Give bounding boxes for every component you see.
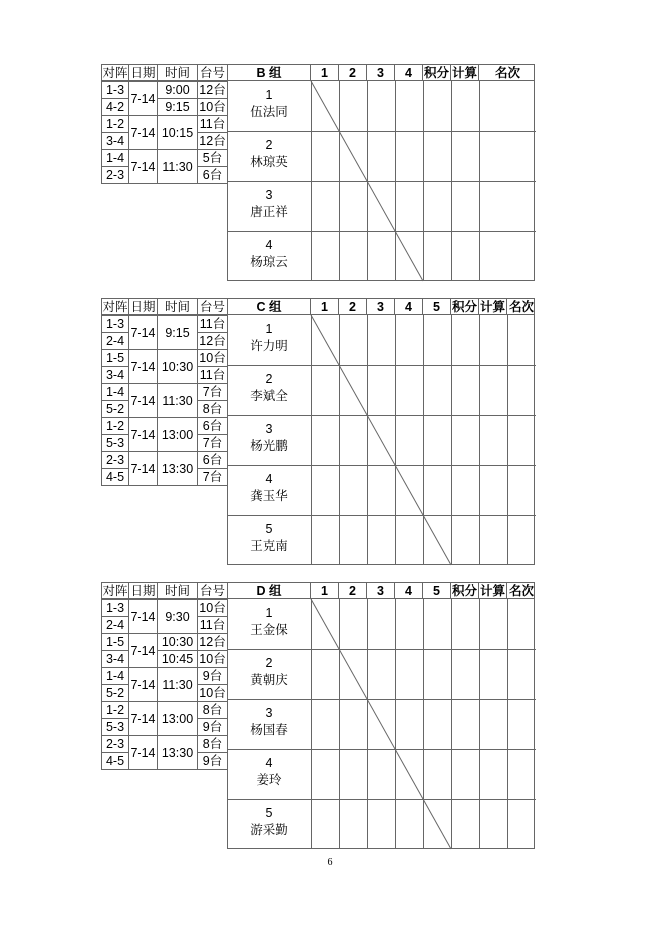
header-points: 积分: [423, 66, 449, 80]
player-cell: [228, 755, 310, 789]
player-cell: [228, 421, 310, 455]
diagonal-line: [311, 599, 451, 849]
schedule-time-cell: [157, 650, 198, 668]
schedule-time: 10:30: [161, 360, 194, 374]
schedule-date: 7-14: [130, 160, 156, 174]
group-title: C 组: [228, 299, 311, 315]
schedule-table-cell: [197, 315, 228, 333]
schedule-table-cell: [197, 132, 228, 150]
player-cell: [228, 187, 310, 221]
schedule-table-cell: [197, 701, 228, 719]
schedule-date-cell: [128, 315, 158, 350]
header-matchup: 对阵: [102, 584, 128, 598]
header-rank: 名次: [508, 300, 534, 314]
results-grid: [227, 314, 535, 565]
schedule-table: 12台: [199, 334, 226, 348]
player-name: 姜玲: [256, 773, 282, 787]
schedule-matchup-cell: [101, 684, 129, 702]
player-number: 1: [265, 88, 273, 102]
schedule-date: 7-14: [130, 644, 156, 658]
result-column-header: 3: [367, 583, 395, 599]
schedule-time-cell: [157, 81, 198, 99]
player-number: 2: [265, 138, 273, 152]
schedule-table-cell: [197, 752, 228, 770]
schedule-table-cell: [197, 366, 228, 384]
schedule-matchup: 5-2: [105, 686, 125, 700]
schedule-matchup: 1-3: [105, 83, 125, 97]
schedule-time: 11:30: [162, 678, 193, 692]
schedule-matchup-cell: [101, 417, 129, 435]
player-cell: [228, 371, 310, 405]
schedule-date-cell: [128, 451, 158, 486]
schedule-table-cell: [197, 434, 228, 452]
schedule-time: 13:00: [161, 428, 194, 442]
result-column-header: 4: [395, 583, 423, 599]
result-column-header: 1: [311, 65, 339, 81]
schedule-matchup: 1-5: [105, 635, 125, 649]
schedule-matchup: 2-3: [105, 737, 125, 751]
schedule-matchup-cell: [101, 366, 129, 384]
result-column-header: 2: [339, 65, 367, 81]
player-name: 游采勤: [250, 823, 288, 837]
schedule-table-cell: [197, 400, 228, 418]
result-column-header: 3: [367, 65, 395, 81]
group-title: D 组: [228, 583, 311, 599]
schedule-matchup: 3-4: [105, 134, 125, 148]
schedule-matchup-cell: [101, 383, 129, 401]
result-column-header: 5: [423, 583, 451, 599]
schedule-date: 7-14: [130, 746, 156, 760]
header-rank: 名次: [494, 66, 520, 80]
schedule-table: 10台: [199, 686, 226, 700]
player-name: 龚玉华: [250, 489, 288, 503]
schedule-matchup: 3-4: [105, 652, 125, 666]
header-points: 积分: [451, 300, 477, 314]
player-name: 黄朝庆: [250, 673, 288, 687]
schedule-time-cell: [157, 115, 198, 150]
result-column-header: 1: [311, 583, 339, 599]
schedule-matchup-cell: [101, 633, 129, 651]
player-cell: [228, 87, 310, 121]
player-name: 王金保: [250, 623, 288, 637]
schedule-date: 7-14: [130, 678, 156, 692]
schedule-table: 9台: [202, 669, 223, 683]
schedule-matchup: 2-3: [105, 168, 125, 182]
schedule-table: 8台: [202, 737, 223, 751]
schedule-table: 6台: [202, 453, 223, 467]
schedule-matchup: 3-4: [105, 368, 125, 382]
group-title: B 组: [228, 65, 311, 81]
header-date: 日期: [129, 299, 158, 315]
schedule-matchup-cell: [101, 599, 129, 617]
header-rank: 名次: [508, 584, 534, 598]
player-number: 2: [265, 372, 273, 386]
schedule-date-cell: [128, 115, 158, 150]
header-matchup: 对阵: [102, 66, 128, 80]
schedule-time-cell: [157, 735, 198, 770]
schedule-time: 13:30: [161, 746, 194, 760]
schedule-time: 13:30: [161, 462, 194, 476]
schedule-table-cell: [197, 616, 228, 634]
schedule-matchup-cell: [101, 434, 129, 452]
schedule-matchup-cell: [101, 149, 129, 167]
result-column-header: 1: [311, 299, 339, 315]
player-number: 1: [265, 322, 273, 336]
player-number: 4: [265, 756, 273, 770]
schedule-matchup: 2-3: [105, 453, 125, 467]
player-cell: [228, 521, 310, 555]
schedule-date-cell: [128, 701, 158, 736]
schedule-time-cell: [157, 451, 198, 486]
schedule-time-cell: [157, 315, 198, 350]
schedule-matchup-cell: [101, 81, 129, 99]
schedule-matchup-cell: [101, 115, 129, 133]
schedule-matchup-cell: [101, 650, 129, 668]
schedule-matchup-cell: [101, 718, 129, 736]
schedule-matchup: 1-4: [105, 151, 125, 165]
schedule-date: 7-14: [130, 610, 156, 624]
schedule-table-cell: [197, 633, 228, 651]
schedule-table-cell: [197, 383, 228, 401]
player-cell: [228, 805, 310, 839]
schedule-matchup: 5-3: [105, 720, 125, 734]
page-number: 6: [327, 857, 333, 868]
schedule-table: 10台: [199, 351, 226, 365]
schedule-date-cell: [128, 81, 158, 116]
schedule-date: 7-14: [130, 126, 156, 140]
schedule-time: 10:45: [161, 652, 194, 666]
header-time: 时间: [158, 299, 198, 315]
diagonal-line: [311, 315, 451, 565]
schedule-date-cell: [128, 735, 158, 770]
player-number: 3: [265, 422, 273, 436]
schedule-table: 9台: [202, 754, 223, 768]
schedule-date: 7-14: [130, 326, 156, 340]
schedule-time-cell: [157, 417, 198, 452]
schedule-matchup-cell: [101, 752, 129, 770]
schedule-table-cell: [197, 98, 228, 116]
schedule-time-cell: [157, 98, 198, 116]
player-name: 李斌全: [250, 389, 288, 403]
schedule-table-cell: [197, 417, 228, 435]
header-date: 日期: [129, 583, 158, 599]
schedule-table-cell: [197, 684, 228, 702]
header-time: 时间: [158, 583, 198, 599]
schedule-date: 7-14: [130, 462, 156, 476]
schedule-table-cell: [197, 349, 228, 367]
schedule-table-cell: [197, 650, 228, 668]
header-date: 日期: [129, 65, 158, 81]
schedule-matchup-cell: [101, 349, 129, 367]
schedule-matchup: 4-5: [105, 470, 125, 484]
schedule-table-cell: [197, 718, 228, 736]
schedule-matchup-cell: [101, 468, 129, 486]
group-header-row: [101, 298, 535, 315]
schedule-date: 7-14: [130, 712, 156, 726]
schedule-table: 10台: [199, 652, 226, 666]
schedule-table-cell: [197, 735, 228, 753]
schedule-matchup-cell: [101, 400, 129, 418]
schedule-table: 7台: [202, 436, 223, 450]
schedule-table-cell: [197, 332, 228, 350]
schedule-matchup: 2-4: [105, 334, 125, 348]
schedule-matchup: 2-4: [105, 618, 125, 632]
player-number: 3: [265, 706, 273, 720]
schedule-table-cell: [197, 599, 228, 617]
schedule-matchup-cell: [101, 667, 129, 685]
schedule-time: 13:00: [161, 712, 194, 726]
schedule-date-cell: [128, 417, 158, 452]
player-name: 杨国春: [250, 723, 288, 737]
header-time: 时间: [158, 65, 198, 81]
schedule-matchup-cell: [101, 98, 129, 116]
header-points: 积分: [451, 584, 477, 598]
schedule-time: 11:30: [162, 160, 193, 174]
header-matchup: 对阵: [102, 300, 128, 314]
schedule-matchup: 1-4: [105, 385, 125, 399]
header-table: 台号: [198, 583, 228, 599]
player-cell: [228, 705, 310, 739]
player-name: 林琼英: [250, 155, 288, 169]
schedule-matchup: 1-3: [105, 317, 125, 331]
schedule-matchup-cell: [101, 701, 129, 719]
result-column-header: 4: [395, 299, 423, 315]
schedule-table: 9台: [202, 720, 223, 734]
schedule-table: 12台: [199, 635, 226, 649]
schedule-date: 7-14: [130, 360, 156, 374]
player-number: 1: [265, 606, 273, 620]
schedule-table: 10台: [199, 100, 226, 114]
schedule-date-cell: [128, 633, 158, 668]
schedule-table-cell: [197, 667, 228, 685]
schedule-time-cell: [157, 701, 198, 736]
schedule-matchup: 1-5: [105, 351, 125, 365]
schedule-date-cell: [128, 667, 158, 702]
schedule-table-cell: [197, 81, 228, 99]
player-name: 唐正祥: [250, 205, 288, 219]
schedule-time: 10:15: [161, 126, 194, 140]
schedule-table: 11台: [199, 117, 226, 131]
schedule-table: 11台: [199, 618, 226, 632]
schedule-time: 9:15: [165, 100, 190, 114]
group-header-row: [101, 64, 535, 81]
player-name: 王克南: [250, 539, 288, 553]
player-number: 4: [265, 238, 273, 252]
schedule-table: 6台: [202, 419, 223, 433]
schedule-table: 12台: [199, 134, 226, 148]
header-calc: 计算: [479, 300, 505, 314]
schedule-matchup: 5-3: [105, 436, 125, 450]
player-number: 3: [265, 188, 273, 202]
schedule-table-cell: [197, 468, 228, 486]
player-cell: [228, 655, 310, 689]
header-table: 台号: [198, 65, 228, 81]
schedule-time-cell: [157, 149, 198, 184]
player-name: 杨光鹏: [250, 439, 288, 453]
schedule-time-cell: [157, 349, 198, 384]
schedule-table: 11台: [199, 317, 226, 331]
header-table: 台号: [198, 299, 228, 315]
group-header-row: [101, 582, 535, 599]
schedule-date-cell: [128, 349, 158, 384]
result-column-header: 4: [395, 65, 423, 81]
schedule-matchup-cell: [101, 735, 129, 753]
header-calc: 计算: [451, 66, 477, 80]
schedule-date-cell: [128, 599, 158, 634]
schedule-matchup-cell: [101, 132, 129, 150]
schedule-table: 8台: [202, 703, 223, 717]
schedule-matchup: 4-2: [105, 100, 125, 114]
schedule-matchup-cell: [101, 451, 129, 469]
schedule-time: 11:30: [162, 394, 193, 408]
player-number: 5: [265, 522, 273, 536]
schedule-date: 7-14: [130, 428, 156, 442]
schedule-date: 7-14: [130, 92, 156, 106]
results-grid: [227, 80, 535, 281]
results-grid: [227, 598, 535, 849]
schedule-table-cell: [197, 451, 228, 469]
schedule-time-cell: [157, 599, 198, 634]
schedule-time-cell: [157, 383, 198, 418]
result-column-header: 5: [423, 299, 451, 315]
player-name: 许力明: [250, 339, 288, 353]
schedule-matchup: 4-5: [105, 754, 125, 768]
player-number: 4: [265, 472, 273, 486]
schedule-matchup: 1-2: [105, 703, 125, 717]
player-name: 伍法同: [250, 105, 288, 119]
schedule-table: 11台: [199, 368, 226, 382]
schedule-table: 8台: [202, 402, 223, 416]
schedule-table: 5台: [202, 151, 223, 165]
player-cell: [228, 321, 310, 355]
schedule-time: 9:30: [165, 610, 190, 624]
player-number: 5: [265, 806, 273, 820]
schedule-matchup: 5-2: [105, 402, 125, 416]
schedule-matchup-cell: [101, 315, 129, 333]
schedule-table: 6台: [202, 168, 223, 182]
player-name: 杨琼云: [250, 255, 288, 269]
player-cell: [228, 471, 310, 505]
schedule-matchup-cell: [101, 332, 129, 350]
schedule-table: 7台: [202, 385, 223, 399]
schedule-time-cell: [157, 667, 198, 702]
player-cell: [228, 605, 310, 639]
player-cell: [228, 137, 310, 171]
schedule-time: 9:15: [165, 326, 190, 340]
schedule-table: 7台: [202, 470, 223, 484]
schedule-table: 10台: [199, 601, 226, 615]
schedule-table: 12台: [199, 83, 226, 97]
schedule-matchup: 1-4: [105, 669, 125, 683]
result-column-header: 3: [367, 299, 395, 315]
schedule-date: 7-14: [130, 394, 156, 408]
schedule-matchup-cell: [101, 616, 129, 634]
schedule-matchup-cell: [101, 166, 129, 184]
result-column-header: 2: [339, 583, 367, 599]
schedule-table-cell: [197, 166, 228, 184]
player-number: 2: [265, 656, 273, 670]
schedule-time: 9:00: [165, 83, 190, 97]
schedule-date-cell: [128, 383, 158, 418]
schedule-matchup: 1-2: [105, 419, 125, 433]
schedule-time: 10:30: [161, 635, 194, 649]
header-calc: 计算: [479, 584, 505, 598]
schedule-table-cell: [197, 115, 228, 133]
schedule-time-cell: [157, 633, 198, 651]
schedule-date-cell: [128, 149, 158, 184]
player-cell: [228, 237, 310, 271]
result-column-header: 2: [339, 299, 367, 315]
schedule-table-cell: [197, 149, 228, 167]
schedule-matchup: 1-2: [105, 117, 125, 131]
schedule-matchup: 1-3: [105, 601, 125, 615]
